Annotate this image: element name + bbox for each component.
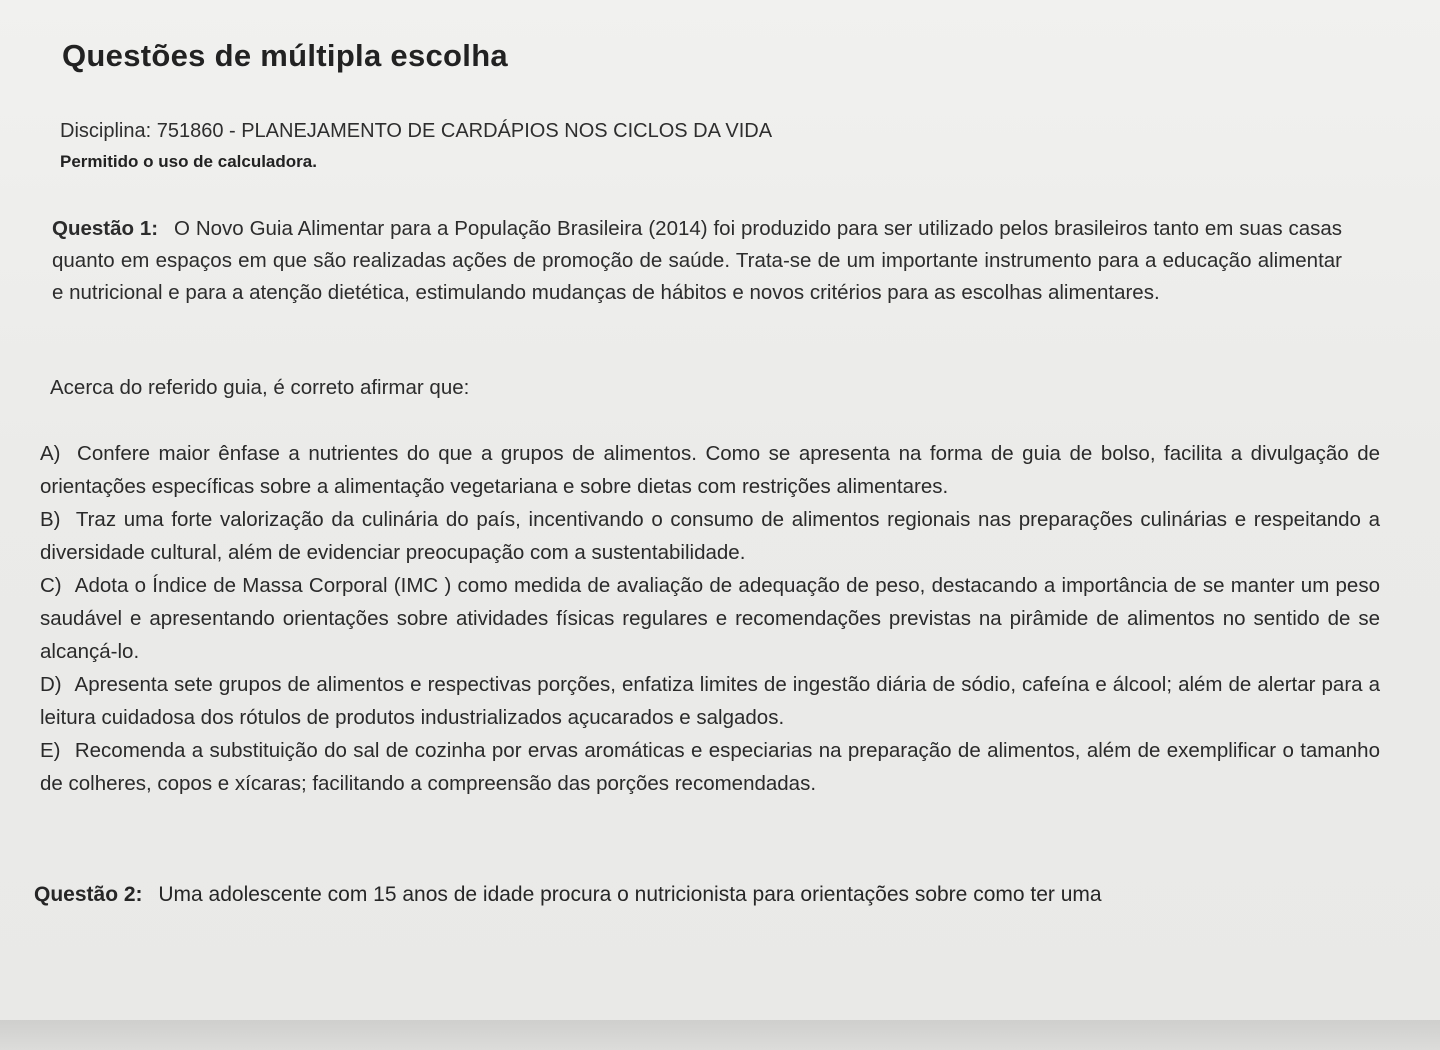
- option-letter: B): [40, 508, 61, 531]
- option-letter: D): [40, 673, 62, 696]
- page-title: Questões de múltipla escolha: [62, 38, 508, 73]
- answer-options: [40, 437, 1380, 800]
- option-text: Confere maior ênfase a nutrientes do que a grupos de alimentos. Como se apresenta na forma de guia de bolso, facilita a divulgação de orientações específicas sobre a alimentação vegetariana e sobre dietas com restrições alimentares.: [40, 442, 1380, 498]
- option-text: Traz uma forte valorização da culinária do país, incentivando o consumo de alimentos regionais nas preparações culinárias e respeitando a diversidade cultural, além de evidenciar preocupação com a sustentabilidade.: [40, 508, 1381, 564]
- option-c[interactable]: [40, 569, 1380, 668]
- discipline-line: Disciplina: 751860 - PLANEJAMENTO DE CARDÁPIOS NOS CICLOS DA VIDA: [60, 120, 773, 142]
- question-1-text: O Novo Guia Alimentar para a População Brasileira (2014) foi produzido para ser utilizado pelos brasileiros tanto em suas casas quanto em espaços em que são realizadas ações de promoção de saúde. Trata-se de um importante instrumento para a educação alimentar e nutricional e para a atenção dietética, estimulando mudanças de hábitos e novos critérios para as escolhas alimentares.: [52, 217, 1342, 304]
- option-b[interactable]: [40, 503, 1380, 569]
- question-1-label: Questão 1:: [52, 217, 159, 240]
- question-1-prompt: Acerca do referido guia, é correto afirmar que:: [50, 376, 470, 399]
- option-text: Adota o Índice de Massa Corporal (IMC ) como medida de avaliação de adequação de peso, destacando a importância de se manter um peso saudável e apresentando orientações sobre atividades físicas regulares e recomendações previstas na pirâmide de alimentos no sentido de se alcançá-lo.: [40, 574, 1380, 663]
- option-text: Recomenda a substituição do sal de cozinha por ervas aromáticas e especiarias na preparação de alimentos, além de exemplificar o tamanho de colheres, copos e xícaras; facilitando a compreensão das porções recomendadas.: [40, 739, 1380, 795]
- option-text: Apresenta sete grupos de alimentos e respectivas porções, enfatiza limites de ingestão diária de sódio, cafeína e álcool; além de alertar para a leitura cuidadosa dos rótulos de produtos industrializados açucarados e salgados.: [40, 673, 1380, 729]
- option-letter: A): [40, 442, 61, 465]
- option-letter: C): [40, 574, 62, 597]
- question-2-label: Questão 2:: [34, 883, 143, 906]
- option-a[interactable]: [40, 437, 1380, 503]
- question-1-statement: [52, 213, 1342, 309]
- option-e[interactable]: [40, 734, 1380, 800]
- page-edge-shadow: [0, 1020, 1440, 1050]
- question-2-text: Uma adolescente com 15 anos de idade procura o nutricionista para orientações sobre como ter uma: [158, 883, 1102, 906]
- option-d[interactable]: [40, 668, 1380, 734]
- option-letter: E): [40, 739, 61, 762]
- question-2-statement: [34, 883, 1394, 907]
- calculator-permission: Permitido o uso de calculadora.: [60, 152, 317, 171]
